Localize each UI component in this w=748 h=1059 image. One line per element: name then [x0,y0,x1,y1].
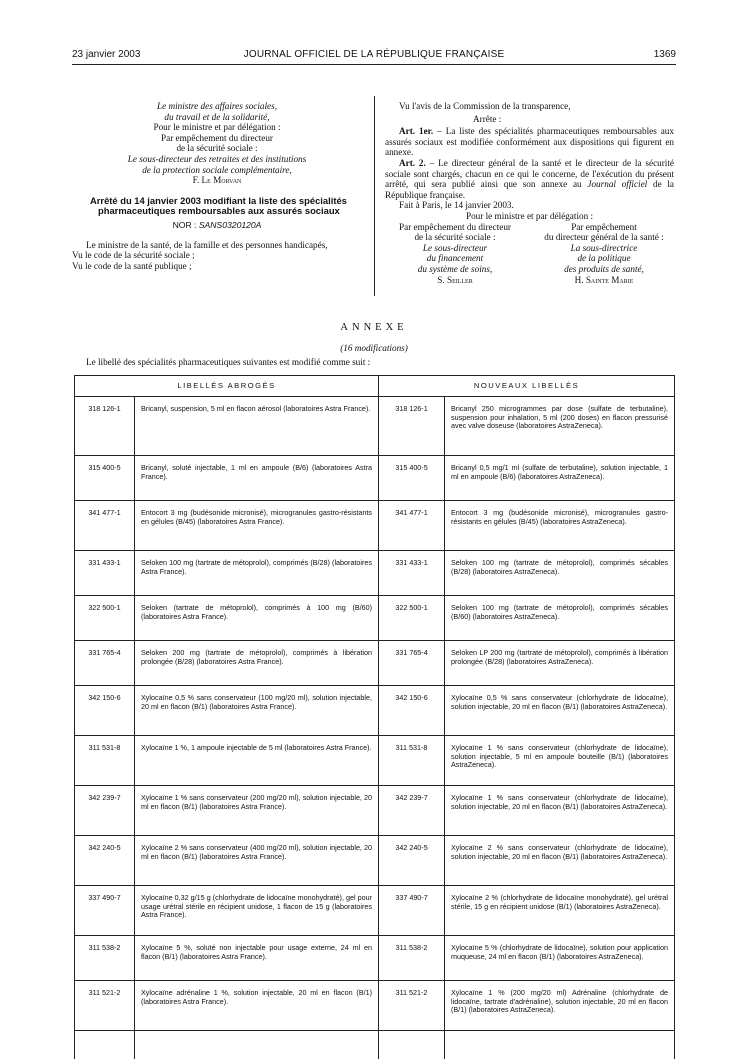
sig-line: du travail et de la solidarité, [72,112,362,123]
old-label: Seloken (tartrate de métoprolol), comprimés à 100 mg (B/60) (laboratoires Astra France). [135,596,379,641]
header-nouveaux: NOUVEAUX LIBELLÉS [379,376,675,397]
new-label: Xylocaïne 1 % sans conservateur (chlorhydrate de lidocaïne), solution injectable, 20 ml en flacon (B/1) (laboratoires AstraZeneca). [445,786,675,836]
old-code: 311 538-2 [75,936,135,981]
sig-line: Le sous-directeur [385,243,525,254]
new-label: Bricanyl 0,5 mg/1 ml (sulfate de terbutaline), solution injectable, 1 ml en ampoule (B/6) (laboratoires AstraZeneca). [445,456,675,501]
sig-line: de la sécurité sociale : [385,232,525,243]
new-label: Seloken LP 200 mg (tartrate de métoprolol), comprimés à libération prolongée (B/28) (laboratoires AstraZeneca). [445,641,675,686]
article-1-label: Art. 1er. [399,126,433,136]
old-label: Xylocaïne 0,32 g/15 g (chlorhydrate de lidocaïne monohydraté), gel pour usage urétral stérile en récipient unidose, 1 flacon de 15 g (laboratoires Astra France). [135,886,379,936]
header-rule [72,64,676,65]
new-label: Xylocaïne 1 % (200 mg/20 ml) Adrénaline (chlorhydrate de lidocaïne, tartrate d'adrénaline), solution injectable, 20 ml en flacon (B/1) (laboratoires AstraZeneca). [445,981,675,1031]
new-label: Entocort 3 mg (budésonide micronisé), microgranules gastro-résistants en gélules (B/45) (laboratoires AstraZeneca). [445,501,675,551]
right-column [385,101,674,285]
old-code: 341 477-1 [75,501,135,551]
page-number: 1369 [654,49,676,60]
table-header-row [75,376,675,397]
old-code: 318 126-1 [75,397,135,456]
empechement-block [72,133,362,154]
old-label: Xylocaïne adrénaline 1 %, solution injectable, 20 ml en flacon (B/1) (laboratoires Astra France). [135,981,379,1031]
signer-name: S. Seiller [385,275,525,286]
sous-directeur-title [72,154,362,175]
sig-line: de la sécurité sociale : [72,143,362,154]
sig-line: des produits de santé, [534,264,674,275]
left-column [72,101,362,271]
empty-cell [445,1031,675,1059]
annexe-intro: Le libellé des spécialités pharmaceutiques suivantes est modifié comme suit : [86,357,370,367]
old-label: Bricanyl, soluté injectable, 1 ml en ampoule (B/6) (laboratoires Astra France). [135,456,379,501]
page-header [72,49,676,63]
old-label: Seloken 100 mg (tartrate de métoprolol), comprimés (B/28) (laboratoires Astra France). [135,551,379,596]
sig-line: La sous-directrice [534,243,674,254]
old-label: Bricanyl, suspension, 5 ml en flacon aérosol (laboratoires Astra France). [135,397,379,456]
article-2-text-end: de la République française. [385,179,674,200]
new-label: Xylocaïne 0,5 % sans conservateur (chlorhydrate de lidocaïne), solution injectable, 20 ml en flacon (B/1) (laboratoires AstraZeneca). [445,686,675,736]
delegation-line: Pour le ministre et par délégation : [72,122,362,133]
old-label: Entocort 3 mg (budésonide micronisé), microgranules gastro-résistants en gélules (B/45) (laboratoires Astra France). [135,501,379,551]
old-code: 311 531-8 [75,736,135,786]
old-label: Xylocaïne 0,5 % sans conservateur (100 mg/20 ml), solution injectable, 20 ml en flacon (B/1) (laboratoires Astra France). [135,686,379,736]
new-code: 342 239-7 [379,786,445,836]
sig-line: du système de soins, [385,264,525,275]
table-row [75,501,675,551]
table-row [75,397,675,456]
new-code: 342 240-5 [379,836,445,886]
signature-minister-title [72,101,362,122]
old-label: Xylocaïne 1 %, 1 ampoule injectable de 5 ml (laboratoires Astra France). [135,736,379,786]
old-label: Xylocaïne 5 %, soluté non injectable pour usage externe, 24 ml en flacon (B/1) (laboratoires Astra France). [135,936,379,981]
sig-line: Le ministre des affaires sociales, [72,101,362,112]
fait-line: Fait à Paris, le 14 janvier 2003. [385,200,674,211]
article-2-text: – Le directeur général de la santé et le directeur de la sécurité sociale sont chargés, chacun en ce qui le concerne, de l'exécution du présent arrêté, qui sera publié ainsi que son annexe au [385,158,674,189]
modifications-count: (16 modifications) [0,343,748,353]
old-code: 331 433-1 [75,551,135,596]
signatures-block [385,222,674,286]
header-date: 23 janvier 2003 [72,49,140,60]
new-label: Xylocaïne 2 % (chlorhydrate de lidocaïne monohydraté), gel urétral stérile, 15 g en récipient unidose (B/1) (laboratoires AstraZeneca). [445,886,675,936]
article-2 [385,158,674,200]
table-row [75,686,675,736]
table-row [75,596,675,641]
old-code: 337 490-7 [75,886,135,936]
sig-line: de la protection sociale complémentaire, [72,165,362,176]
new-code: 331 765-4 [379,641,445,686]
sig-line: de la politique [534,253,674,264]
sig-line: du directeur général de la santé : [534,232,674,243]
new-code: 311 531-8 [379,736,445,786]
table-row [75,456,675,501]
article-1 [385,126,674,158]
old-label: Xylocaïne 2 % sans conservateur (400 mg/20 ml), solution injectable, 20 ml en flacon (B/1) (laboratoires Astra France). [135,836,379,886]
old-code: 342 239-7 [75,786,135,836]
table-row-continued [75,1031,675,1059]
signer-name: F. Le Morvan [72,175,362,186]
empty-cell [379,1031,445,1059]
libelles-table [74,375,675,1059]
arrete-title: Arrêté du 14 janvier 2003 modifiant la liste des spécialités pharmaceutiques remboursables aux assurés sociaux [72,196,362,217]
journal-officiel-ref: Journal officiel [587,179,647,189]
empty-cell [135,1031,379,1059]
new-code: 315 400-5 [379,456,445,501]
annexe-title: ANNEXE [0,322,748,333]
nor-line [72,220,362,231]
new-label: Xylocaïne 1 % sans conservateur (chlorhydrate de lidocaïne), solution injectable, 5 ml en ampoule bouteille (B/1) (laboratoires AstraZeneca). [445,736,675,786]
new-code: 341 477-1 [379,501,445,551]
avis-line: Vu l'avis de la Commission de la transparence, [385,101,674,112]
table-row [75,786,675,836]
header-abroges: LIBELLÉS ABROGÉS [75,376,379,397]
table-body [75,397,675,1059]
journal-title: JOURNAL OFFICIEL DE LA RÉPUBLIQUE FRANÇAISE [72,49,676,60]
old-code: 315 400-5 [75,456,135,501]
old-code: 331 765-4 [75,641,135,686]
table-row [75,981,675,1031]
new-code: 342 150-6 [379,686,445,736]
new-code: 318 126-1 [379,397,445,456]
nor-code: SANS0320120A [199,220,262,230]
visa-line: Le ministre de la santé, de la famille et des personnes handicapés, [72,240,362,251]
sig-line: Le sous-directeur des retraites et des institutions [72,154,362,165]
new-code: 337 490-7 [379,886,445,936]
table-row [75,836,675,886]
table-row [75,886,675,936]
table-row [75,641,675,686]
table-row [75,936,675,981]
article-2-label: Art. 2. [399,158,426,168]
signature-right [534,222,674,286]
column-divider [374,96,375,296]
new-label: Seloken 100 mg (tartrate de métoprolol), comprimés sécables (B/28) (laboratoires AstraZeneca). [445,551,675,596]
article-1-text: – La liste des spécialités pharmaceutiques remboursables aux assurés sociaux est modifiée conformément aux dispositions qui figurent en annexe. [385,126,674,157]
arrete-word: Arrête : [385,114,674,125]
old-code: 322 500-1 [75,596,135,641]
new-label: Seloken 100 mg (tartrate de métoprolol), comprimés sécables (B/60) (laboratoires AstraZeneca). [445,596,675,641]
nor-label: NOR : [173,220,197,230]
table-row [75,551,675,596]
visas-block [72,240,362,272]
old-code: 342 150-6 [75,686,135,736]
signer-name: H. Sainte Marie [534,275,674,286]
sig-line: Par empêchement du directeur [72,133,362,144]
sig-line: Par empêchement [534,222,674,233]
new-label: Xylocaïne 5 % (chlorhydrate de lidocaïne), solution pour application muqueuse, 24 ml en flacon (B/1) (laboratoires AstraZeneca). [445,936,675,981]
visa-line: Vu le code de la sécurité sociale ; [72,250,362,261]
new-code: 331 433-1 [379,551,445,596]
visa-line: Vu le code de la santé publique ; [72,261,362,272]
new-label: Bricanyl 250 microgrammes par dose (sulfate de terbutaline), suspension pour inhalation, 5 ml (200 doses) en flacon pressurisé avec valve doseuse (laboratoires AstraZeneca). [445,397,675,456]
new-code: 311 538-2 [379,936,445,981]
delegation-line-2: Pour le ministre et par délégation : [385,211,674,222]
old-code: 311 521-2 [75,981,135,1031]
old-label: Seloken 200 mg (tartrate de métoprolol), comprimés à libération prolongée (B/28) (laboratoires Astra France). [135,641,379,686]
sig-line: du financement [385,253,525,264]
table-row [75,736,675,786]
new-label: Xylocaïne 2 % sans conservateur (chlorhydrate de lidocaïne), solution injectable, 20 ml en flacon (B/1) (laboratoires AstraZeneca). [445,836,675,886]
signature-left [385,222,525,286]
new-code: 322 500-1 [379,596,445,641]
old-code: 342 240-5 [75,836,135,886]
empty-cell [75,1031,135,1059]
new-code: 311 521-2 [379,981,445,1031]
old-label: Xylocaïne 1 % sans conservateur (200 mg/20 ml), solution injectable, 20 ml en flacon (B/1) (laboratoires Astra France). [135,786,379,836]
sig-line: Par empêchement du directeur [385,222,525,233]
